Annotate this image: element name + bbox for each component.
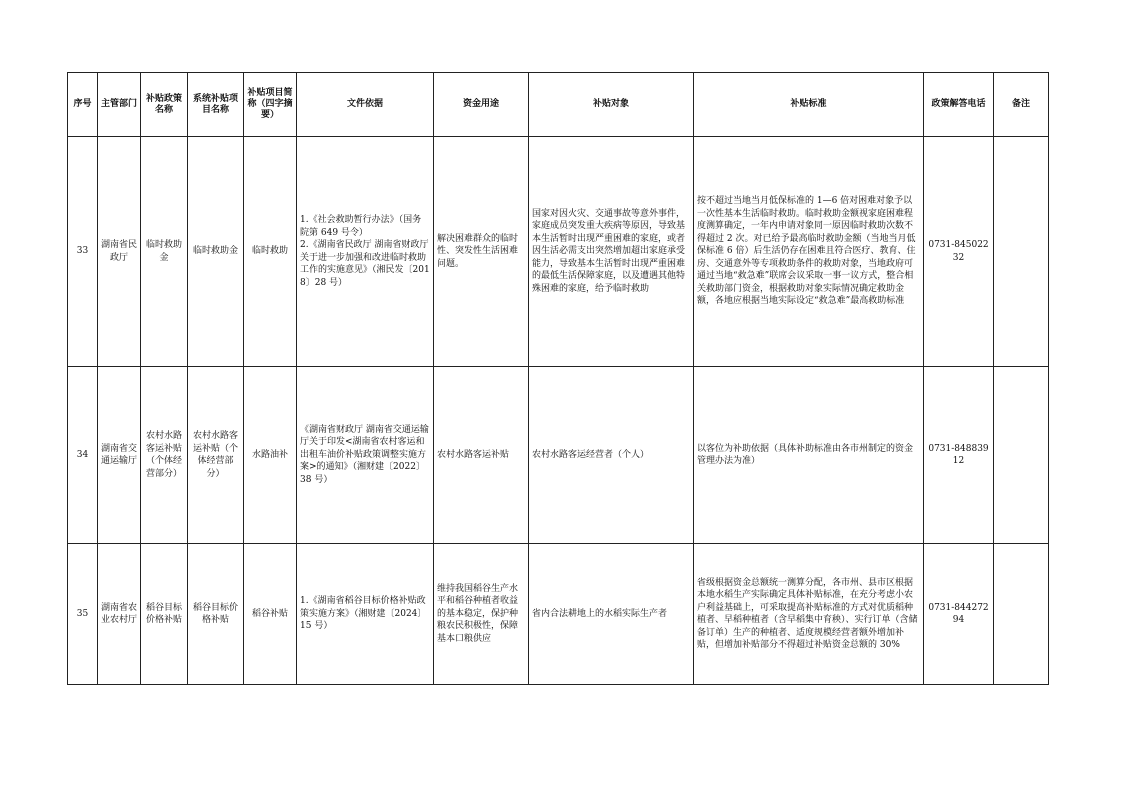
- cell-policy-name: 农村水路客运补贴（个体经营部分）: [141, 367, 188, 544]
- cell-target: 国家对因火灾、交通事故等意外事件，家庭成员突发重大疾病等原因，导致基本生活暂时出现严重困难的家庭，或者因生活必需支出突然增加超出家庭承受能力，导致基本生活暂时出现严重困难的最低生活保障家庭，以及遭遇其他特殊困难的家庭，给予临时救助: [529, 137, 694, 367]
- cell-short-name: 水路油补: [244, 367, 297, 544]
- cell-seq: 33: [68, 137, 98, 367]
- table-header-row: [68, 73, 1049, 137]
- header-phone: 政策解答电话: [924, 73, 994, 137]
- header-target: 补贴对象: [529, 73, 694, 137]
- cell-basis: 1.《湖南省稻谷目标价格补贴政策实施方案》（湘财建〔2024〕15 号）: [297, 544, 434, 685]
- cell-phone: 0731-84502232: [924, 137, 994, 367]
- table-row: [68, 137, 1049, 367]
- cell-system-item: 稻谷目标价格补贴: [188, 544, 244, 685]
- cell-target: 农村水路客运经营者（个人）: [529, 367, 694, 544]
- cell-fund-use: 农村水路客运补贴: [434, 367, 529, 544]
- header-basis: 文件依据: [297, 73, 434, 137]
- cell-basis: 《湖南省财政厅 湖南省交通运输厅关于印发<湖南省农村客运和出租车油价补贴政策调整实施方案>的通知》（湘财建〔2022〕38 号）: [297, 367, 434, 544]
- cell-standard: 以客位为补助依据（具体补助标准由各市州制定的资金管理办法为准）: [694, 367, 924, 544]
- header-remark: 备注: [994, 73, 1049, 137]
- cell-standard: 省级根据资金总额统一测算分配，各市州、县市区根据本地水稻生产实际确定具体补贴标准，在充分考虑小农户利益基础上，可采取提高补贴标准的方式对优质稻种植者、早稻种植者（含早稻集中育秧）、实行订单（含储备订单）生产的种植者、适度规模经营者额外增加补贴，但增加补贴部分不得超过补贴资金总额的 30%: [694, 544, 924, 685]
- cell-system-item: 临时救助金: [188, 137, 244, 367]
- cell-fund-use: 维持我国稻谷生产水平和稻谷种植者收益的基本稳定，保护种粮农民积极性，保障基本口粮供应: [434, 544, 529, 685]
- cell-phone: 0731-84427294: [924, 544, 994, 685]
- cell-fund-use: 解决困难群众的临时性、突发性生活困难问题。: [434, 137, 529, 367]
- cell-phone: 0731-84883912: [924, 367, 994, 544]
- cell-policy-name: 临时救助金: [141, 137, 188, 367]
- cell-target: 省内合法耕地上的水稻实际生产者: [529, 544, 694, 685]
- cell-policy-name: 稻谷目标价格补贴: [141, 544, 188, 685]
- header-fund-use: 资金用途: [434, 73, 529, 137]
- table-row: [68, 544, 1049, 685]
- cell-system-item: 农村水路客运补贴（个体经营部分）: [188, 367, 244, 544]
- cell-standard: 按不超过当地当月低保标准的 1—6 倍对困难对象予以一次性基本生活临时救助。临时救助金额视家庭困难程度测算确定，一年内申请对象同一原因临时救助次数不得超过 2 次。对已给予最高临时救助金额（当地当月低保标准 6 倍）后生活仍存在困难且符合医疗、教育、住房、交通意外等专项救助条件的救助对象，当地政府可通过当地“救急难”联席会议采取一事一议方式，整合相关救助部门资金，根据救助对象实际情况确定救助金额，各地应根据当地实际设定“救急难”最高救助标准: [694, 137, 924, 367]
- cell-remark: [994, 367, 1049, 544]
- table-row: [68, 367, 1049, 544]
- cell-dept: 湖南省交通运输厅: [98, 367, 141, 544]
- cell-short-name: 临时救助: [244, 137, 297, 367]
- cell-remark: [994, 544, 1049, 685]
- cell-remark: [994, 137, 1049, 367]
- cell-dept: 湖南省农业农村厅: [98, 544, 141, 685]
- policy-table: [67, 72, 1049, 685]
- cell-basis: 1.《社会救助暂行办法》（国务院第 649 号令） 2.《湖南省民政厅 湖南省财政厅关于进一步加强和改进临时救助工作的实施意见》（湘民发〔2018〕28 号）: [297, 137, 434, 367]
- header-standard: 补贴标准: [694, 73, 924, 137]
- header-policy-name: 补贴政策名称: [141, 73, 188, 137]
- cell-seq: 34: [68, 367, 98, 544]
- cell-dept: 湖南省民政厅: [98, 137, 141, 367]
- header-short-name: 补贴项目简称（四字摘要）: [244, 73, 297, 137]
- cell-seq: 35: [68, 544, 98, 685]
- header-system-item: 系统补贴项目名称: [188, 73, 244, 137]
- cell-short-name: 稻谷补贴: [244, 544, 297, 685]
- header-seq: 序号: [68, 73, 98, 137]
- header-dept: 主管部门: [98, 73, 141, 137]
